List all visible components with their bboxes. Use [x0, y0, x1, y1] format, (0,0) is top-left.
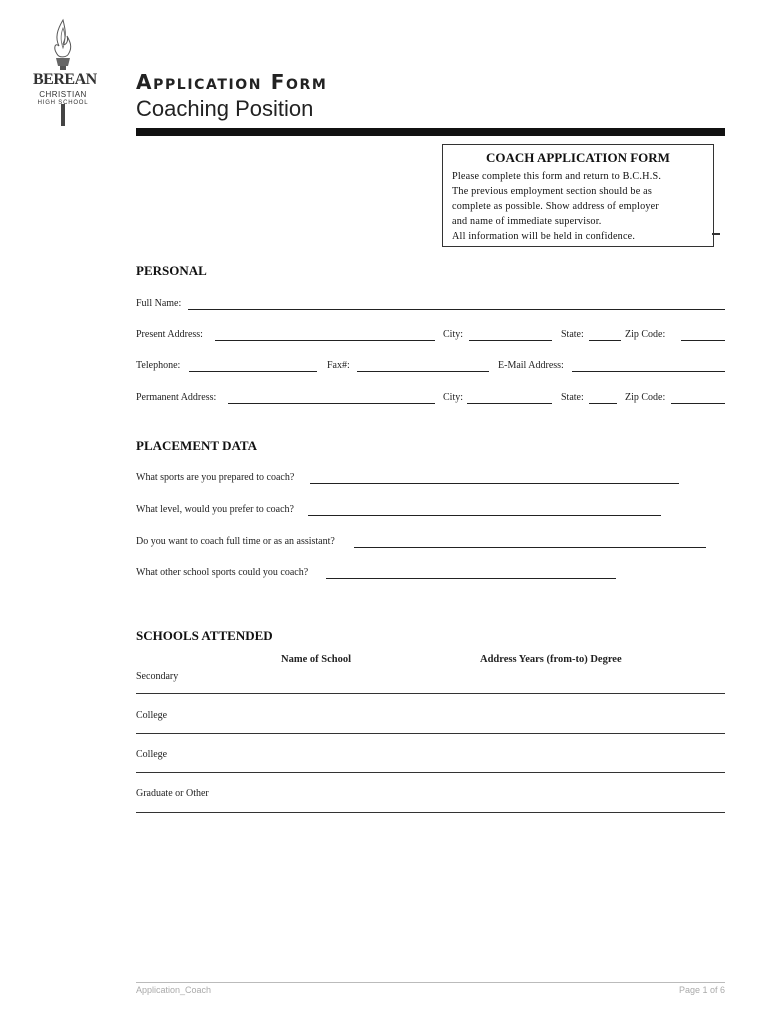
- logo-line3: HIGH SCHOOL: [37, 100, 89, 106]
- row-graduate-field[interactable]: [136, 812, 725, 813]
- zip2-label: Zip Code:: [625, 392, 666, 403]
- section-personal: PERSONAL: [136, 263, 207, 278]
- row-college-label: College: [136, 710, 168, 721]
- sports-answer-field[interactable]: [310, 483, 679, 484]
- row-college-field[interactable]: [136, 733, 725, 734]
- instructions-text: Please complete this form and return to B.C.H.S. The previous employment section should be as complete as possible. Show address of employer and name of immediate supervisor. All information will be held in confidence.: [452, 171, 662, 242]
- column-school-name: Name of School: [281, 654, 351, 665]
- other-sports-answer-field[interactable]: [326, 578, 616, 579]
- present-address-label: Present Address:: [136, 329, 203, 340]
- state2-field[interactable]: [589, 403, 617, 404]
- sports-question-label: What sports are you prepared to coach?: [136, 472, 295, 483]
- header-rule: [136, 128, 725, 136]
- fulltime-question-label: Do you want to coach full time or as an assistant?: [136, 536, 335, 547]
- city-field[interactable]: [469, 340, 552, 341]
- level-answer-field[interactable]: [308, 515, 661, 516]
- state-field[interactable]: [589, 340, 621, 341]
- fax-field[interactable]: [357, 371, 489, 372]
- other-sports-question-label: What other school sports could you coach?: [136, 567, 309, 578]
- permanent-address-field[interactable]: [228, 403, 435, 404]
- telephone-label: Telephone:: [136, 360, 181, 371]
- row-college2-label: College: [136, 749, 168, 760]
- telephone-field[interactable]: [189, 371, 317, 372]
- present-address-field[interactable]: [215, 340, 435, 341]
- school-logo: [33, 18, 97, 130]
- city2-field[interactable]: [467, 403, 552, 404]
- state2-label: State:: [561, 392, 584, 403]
- zip2-field[interactable]: [671, 403, 725, 404]
- logo-name: BEREAN: [33, 71, 97, 88]
- box-tick: [712, 233, 720, 235]
- full-name-label: Full Name:: [136, 298, 182, 309]
- row-secondary-field[interactable]: [136, 693, 725, 694]
- row-college2-field[interactable]: [136, 772, 725, 773]
- row-secondary-label: Secondary: [136, 671, 179, 682]
- footer-page-number: Page 1 of 6: [678, 985, 725, 995]
- footer-doc-name: Application_Coach: [136, 985, 212, 995]
- permanent-address-label: Permanent Address:: [136, 392, 217, 403]
- email-label: E-Mail Address:: [498, 360, 564, 371]
- fax-label: Fax#:: [327, 360, 350, 371]
- state-label: State:: [561, 329, 584, 340]
- page-title: Application Form: [136, 70, 328, 94]
- footer-rule: [136, 982, 725, 983]
- page-subtitle: Coaching Position: [136, 96, 314, 121]
- zip-label: Zip Code:: [625, 329, 666, 340]
- logo-line2: CHRISTIAN: [39, 90, 87, 99]
- instructions-title: COACH APPLICATION FORM: [486, 150, 670, 165]
- fulltime-answer-field[interactable]: [354, 547, 706, 548]
- city2-label: City:: [443, 392, 464, 403]
- section-placement: PLACEMENT DATA: [136, 438, 257, 453]
- level-question-label: What level, would you prefer to coach?: [136, 504, 294, 515]
- full-name-field[interactable]: [188, 309, 725, 310]
- column-details: Address Years (from-to) Degree: [480, 654, 622, 665]
- instructions-box: [442, 144, 714, 247]
- city-label: City:: [443, 329, 464, 340]
- section-schools: SCHOOLS ATTENDED: [136, 628, 273, 643]
- row-graduate-label: Graduate or Other: [136, 788, 209, 799]
- zip-field[interactable]: [681, 340, 725, 341]
- email-field[interactable]: [572, 371, 725, 372]
